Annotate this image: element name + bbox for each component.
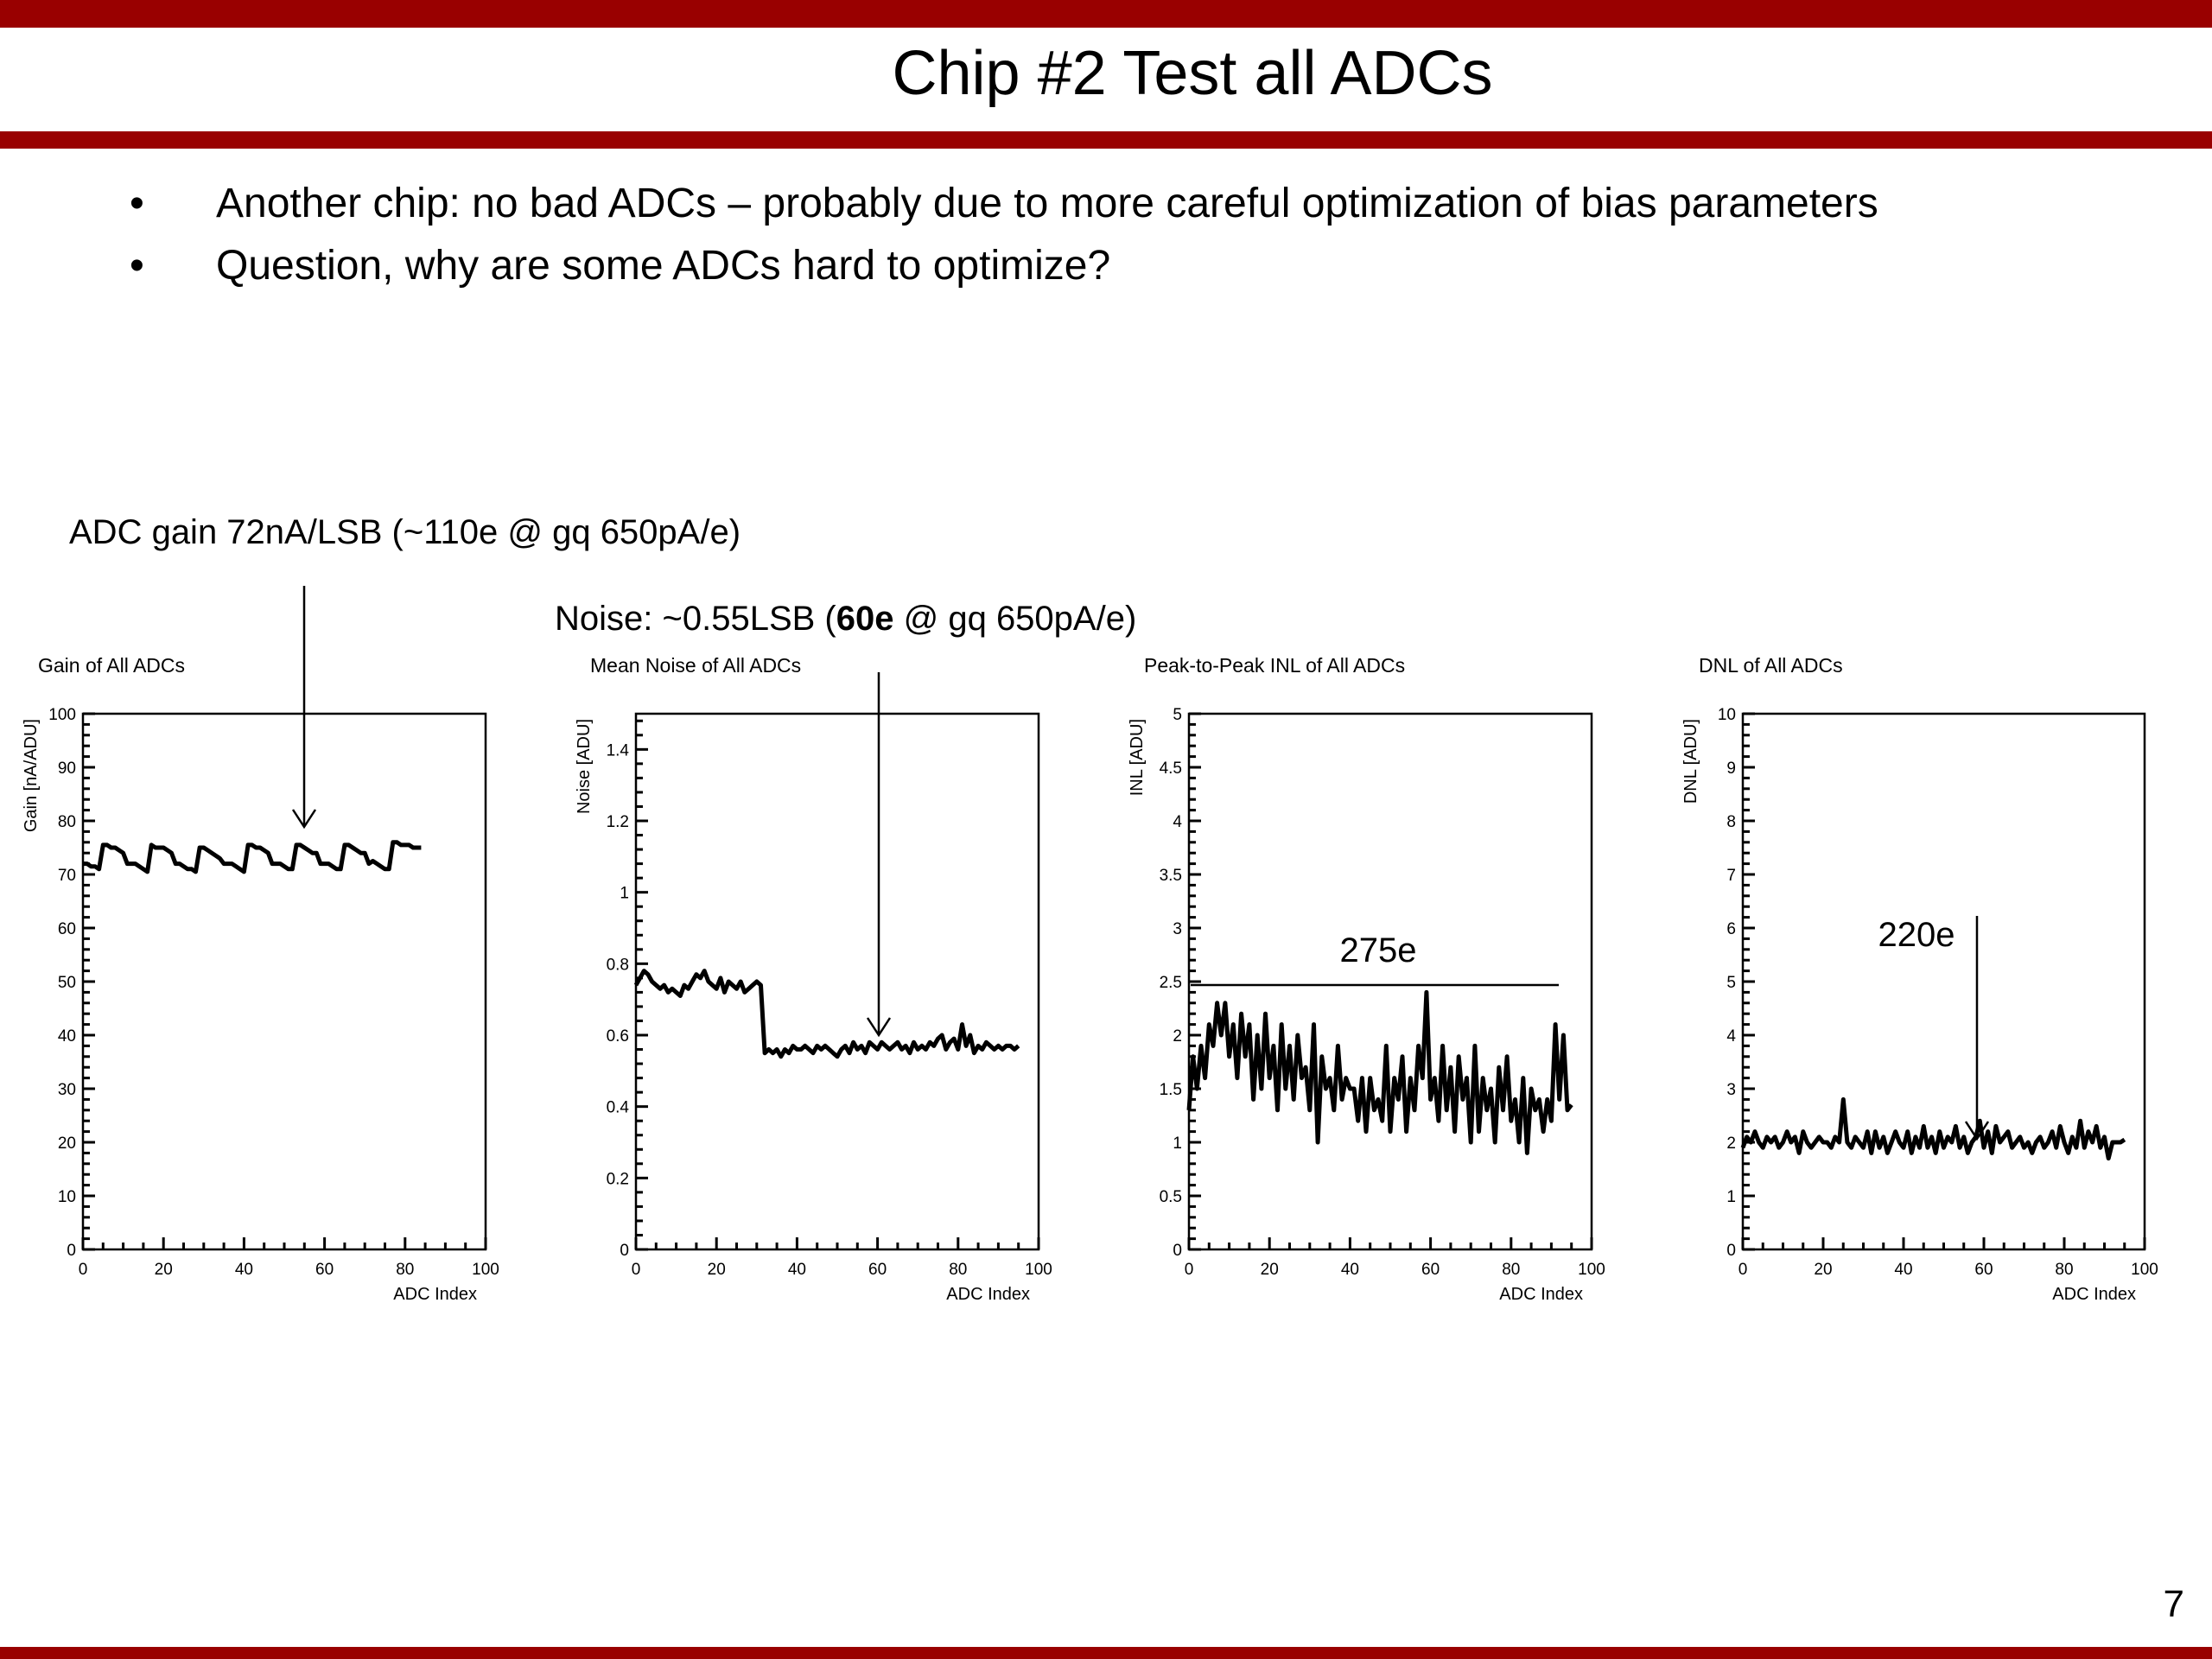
noise-annotation-prefix: Noise: ~0.55LSB ( <box>555 600 836 638</box>
y-tick-label: 5 <box>1726 974 1736 992</box>
x-tick-label: 40 <box>1340 1261 1359 1279</box>
y-tick-label: 8 <box>1726 813 1736 831</box>
y-tick-label: 30 <box>57 1081 76 1099</box>
x-tick-label: 80 <box>949 1261 968 1279</box>
x-tick-label: 100 <box>1025 1261 1052 1279</box>
y-tick-label: 80 <box>57 813 76 831</box>
y-tick-label: 0 <box>1726 1242 1736 1260</box>
y-tick-label: 0.6 <box>606 1027 629 1046</box>
slide-title: Chip #2 Test all ADCs <box>892 39 1493 108</box>
x-tick-label: 80 <box>2055 1261 2074 1279</box>
y-axis-label: Gain [nA/ADU] <box>22 719 41 833</box>
chart-title: Peak-to-Peak INL of All ADCs <box>1144 654 1406 677</box>
bullet-item: • Question, why are some ADCs hard to optimize? <box>130 235 1878 297</box>
chart-title: Mean Noise of All ADCs <box>590 654 802 677</box>
y-tick-label: 7 <box>1726 867 1736 885</box>
y-tick-label: 2 <box>1726 1135 1736 1153</box>
y-axis-label: DNL [ADU] <box>1681 719 1700 804</box>
x-tick-label: 100 <box>472 1261 499 1279</box>
x-tick-label: 100 <box>1578 1261 1605 1279</box>
x-tick-label: 0 <box>1738 1261 1748 1279</box>
x-tick-label: 60 <box>1974 1261 1993 1279</box>
x-tick-label: 80 <box>1502 1261 1521 1279</box>
y-tick-label: 1 <box>1726 1188 1736 1206</box>
y-tick-label: 0 <box>620 1242 629 1260</box>
y-tick-label: 50 <box>57 974 76 992</box>
y-tick-label: 1.5 <box>1159 1081 1182 1099</box>
series-line <box>1743 1099 2125 1158</box>
plot-frame <box>1743 714 2145 1249</box>
y-tick-label: 4 <box>1173 813 1182 831</box>
y-tick-label: 0.2 <box>606 1170 629 1189</box>
page-number: 7 <box>2163 1583 2184 1625</box>
x-tick-label: 60 <box>868 1261 887 1279</box>
x-tick-label: 20 <box>707 1261 726 1279</box>
plot-frame <box>83 714 486 1249</box>
y-tick-label: 0.5 <box>1159 1188 1182 1206</box>
y-tick-label: 5 <box>1173 706 1182 724</box>
chart-title: DNL of All ADCs <box>1699 654 1843 677</box>
y-axis-label: INL [ADU] <box>1128 719 1147 797</box>
x-tick-label: 60 <box>1421 1261 1440 1279</box>
x-tick-label: 80 <box>396 1261 415 1279</box>
y-tick-label: 6 <box>1726 920 1736 938</box>
y-tick-label: 0 <box>67 1242 76 1260</box>
noise-annotation-bold: 60e <box>836 600 894 638</box>
y-tick-label: 70 <box>57 867 76 885</box>
y-tick-label: 90 <box>57 760 76 778</box>
y-tick-label: 40 <box>57 1027 76 1046</box>
x-tick-label: 20 <box>1260 1261 1279 1279</box>
y-tick-label: 1 <box>620 884 629 903</box>
inl-annotation: 275e <box>1339 931 1417 969</box>
x-tick-label: 40 <box>1894 1261 1913 1279</box>
dnl-annotation: 220e <box>1878 916 1955 954</box>
gain-annotation: ADC gain 72nA/LSB (~110e @ gq 650pA/e) <box>69 513 741 551</box>
x-axis-label: ADC Index <box>2052 1285 2136 1304</box>
x-tick-label: 100 <box>2131 1261 2158 1279</box>
y-tick-label: 1 <box>1173 1135 1182 1153</box>
series-line <box>636 971 1019 1057</box>
x-tick-label: 20 <box>154 1261 173 1279</box>
x-axis-label: ADC Index <box>946 1285 1030 1304</box>
x-axis-label: ADC Index <box>393 1285 477 1304</box>
y-tick-label: 2 <box>1173 1027 1182 1046</box>
y-tick-label: 3 <box>1726 1081 1736 1099</box>
y-tick-label: 9 <box>1726 760 1736 778</box>
noise-annotation-suffix: @ gq 650pA/e) <box>893 600 1137 638</box>
y-tick-label: 20 <box>57 1135 76 1153</box>
y-tick-label: 0.8 <box>606 956 629 975</box>
y-tick-label: 100 <box>48 706 76 724</box>
x-tick-label: 0 <box>78 1261 88 1279</box>
y-tick-label: 4.5 <box>1159 760 1182 778</box>
bottom-accent-bar <box>0 1647 2212 1659</box>
x-tick-label: 60 <box>315 1261 334 1279</box>
y-axis-label: Noise [ADU] <box>575 719 594 815</box>
x-axis-label: ADC Index <box>1499 1285 1583 1304</box>
y-tick-label: 4 <box>1726 1027 1736 1046</box>
plot-frame <box>636 714 1039 1249</box>
x-tick-label: 40 <box>234 1261 253 1279</box>
y-tick-label: 3.5 <box>1159 867 1182 885</box>
chart-title: Gain of All ADCs <box>38 654 186 677</box>
y-tick-label: 3 <box>1173 920 1182 938</box>
bullet-item: • Another chip: no bad ADCs – probably due to more careful optimization of bias parameters <box>130 173 1878 235</box>
x-tick-label: 40 <box>787 1261 806 1279</box>
x-tick-label: 20 <box>1814 1261 1833 1279</box>
series-line <box>1189 992 1572 1153</box>
y-tick-label: 1.2 <box>606 813 629 831</box>
x-tick-label: 0 <box>1184 1261 1194 1279</box>
y-tick-label: 2.5 <box>1159 974 1182 992</box>
y-tick-label: 1.4 <box>606 741 629 760</box>
series-line <box>83 842 421 872</box>
y-tick-label: 60 <box>57 920 76 938</box>
y-tick-label: 0.4 <box>606 1098 629 1117</box>
plot-frame <box>1189 714 1592 1249</box>
y-tick-label: 10 <box>57 1188 76 1206</box>
y-tick-label: 10 <box>1717 706 1736 724</box>
x-tick-label: 0 <box>631 1261 641 1279</box>
y-tick-label: 0 <box>1173 1242 1182 1260</box>
